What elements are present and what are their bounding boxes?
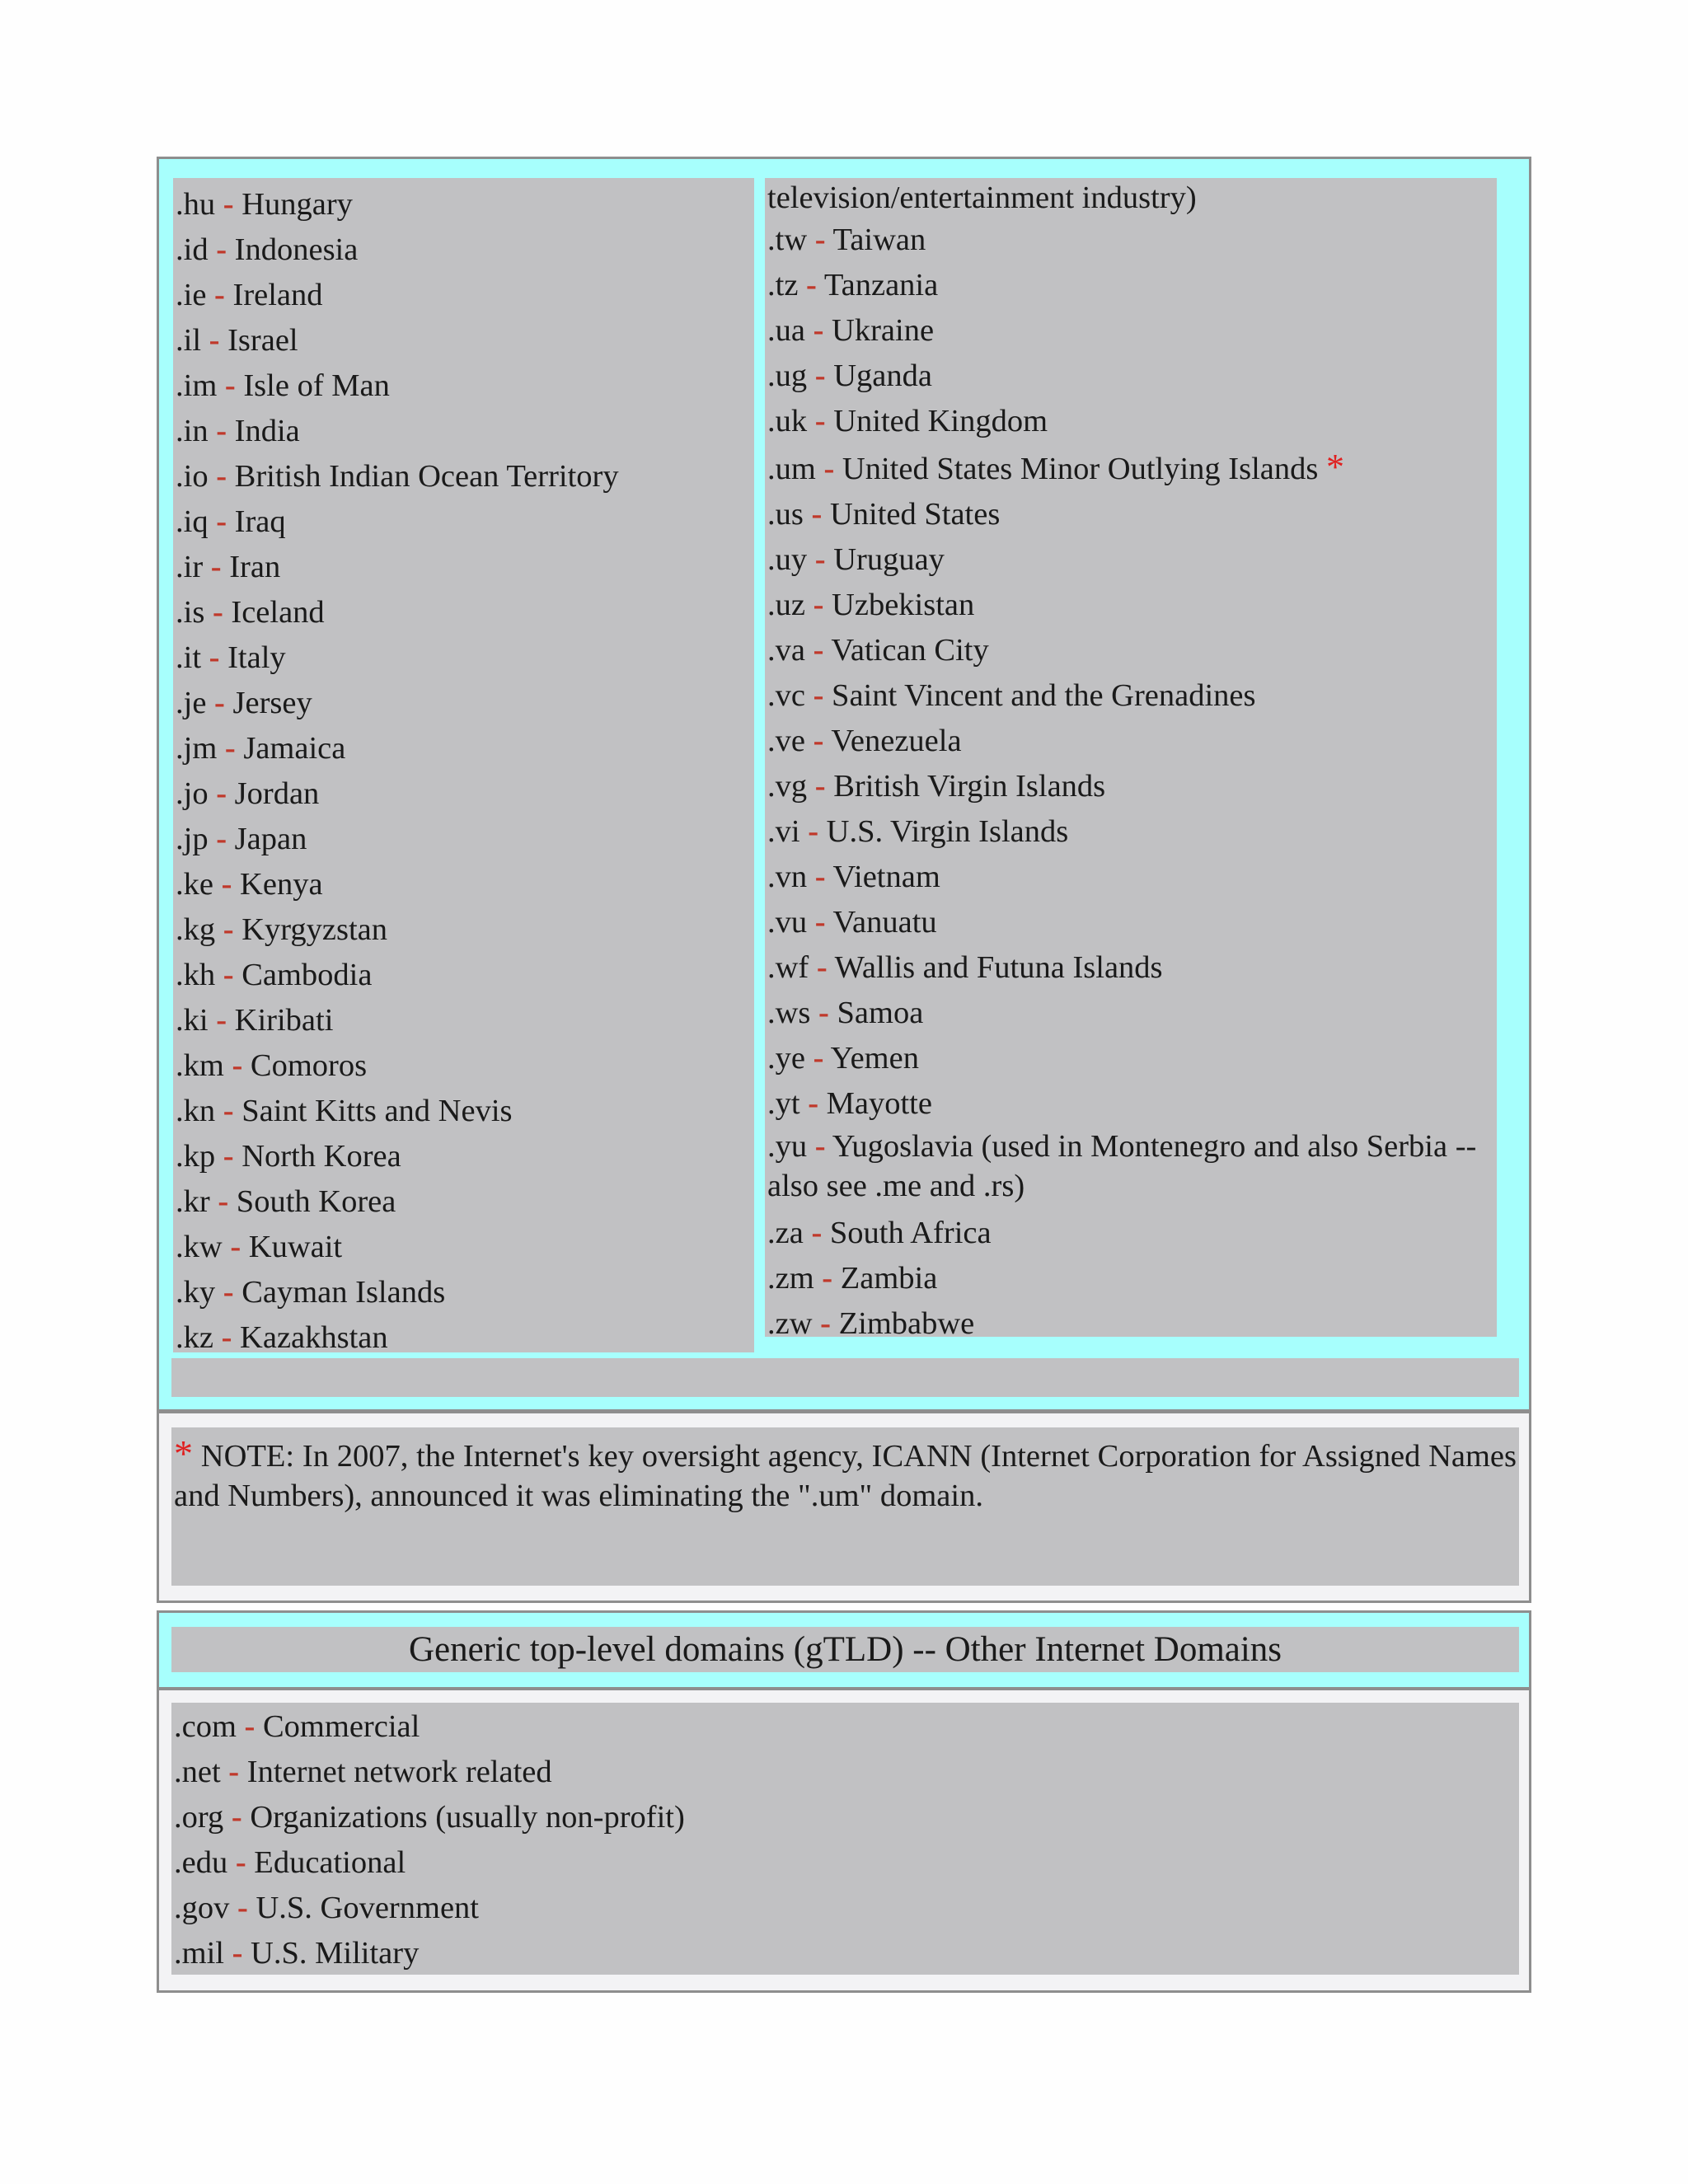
cctld-left-column — [173, 178, 754, 1355]
domain-code: .ky — [176, 1275, 216, 1310]
separator-dash: - — [218, 1184, 229, 1219]
separator-dash: - — [814, 769, 826, 804]
list-item — [173, 1179, 754, 1225]
domain-name: United States Minor Outlying Islands — [842, 452, 1319, 486]
note-text — [174, 1434, 1517, 1516]
domain-code: .kh — [176, 958, 216, 992]
list-item — [173, 1315, 754, 1361]
separator-dash: - — [228, 1755, 240, 1789]
list-item — [173, 363, 754, 409]
domain-code: .jm — [176, 731, 218, 766]
gtld-list-section — [157, 1688, 1531, 1993]
separator-dash: - — [808, 1086, 819, 1121]
domain-code: .yu — [767, 1129, 808, 1164]
list-item — [171, 1931, 1519, 1976]
domain-name: Zambia — [840, 1261, 938, 1296]
separator-dash: - — [210, 550, 222, 584]
domain-name: Uganda — [833, 359, 932, 393]
separator-dash: - — [216, 1003, 227, 1038]
domain-name: Comoros — [250, 1048, 368, 1083]
domain-code: .ki — [176, 1003, 209, 1038]
list-item — [765, 855, 1497, 900]
separator-dash: - — [822, 1261, 833, 1296]
separator-dash: - — [814, 404, 826, 438]
domain-name: Vietnam — [832, 860, 940, 894]
domain-code: .za — [767, 1216, 804, 1250]
domain-name: Jamaica — [243, 731, 346, 766]
domain-name: United States — [829, 497, 1001, 532]
domain-code: .jo — [176, 776, 209, 811]
domain-name: Japan — [234, 822, 307, 856]
domain-name: Kuwait — [248, 1230, 343, 1264]
separator-dash: - — [811, 1216, 823, 1250]
table-footer-row — [171, 1358, 1519, 1397]
separator-dash: - — [224, 731, 236, 766]
list-item — [765, 583, 1497, 628]
separator-dash: - — [214, 278, 225, 312]
domain-code: .uk — [767, 404, 808, 438]
domain-code: .org — [174, 1800, 224, 1835]
separator-dash: - — [814, 860, 826, 894]
domain-code: .vc — [767, 678, 805, 713]
list-item — [171, 1840, 1519, 1886]
domain-code: .ke — [176, 867, 213, 902]
list-item — [765, 764, 1497, 809]
domain-name: Vatican City — [831, 633, 989, 668]
asterisk-icon: * — [1326, 447, 1344, 487]
domain-name: Indonesia — [234, 232, 359, 267]
domain-name: Hungary — [241, 187, 353, 222]
list-item — [173, 1225, 754, 1270]
domain-code: .uz — [767, 588, 805, 622]
domain-name: United Kingdom — [833, 404, 1048, 438]
separator-dash: - — [244, 1709, 256, 1744]
domain-name: Wallis and Futuna Islands — [834, 950, 1163, 985]
domain-code: .hu — [176, 187, 216, 222]
domain-name: Saint Vincent and the Grenadines — [832, 678, 1256, 713]
list-item — [173, 953, 754, 998]
list-item — [765, 673, 1497, 719]
domain-code: .zw — [767, 1306, 813, 1341]
domain-name: Mayotte — [826, 1086, 932, 1121]
separator-dash: - — [221, 1320, 232, 1355]
continuation-text: television/entertainment industry) — [767, 180, 1197, 215]
domain-name: Iraq — [234, 504, 286, 539]
domain-name: Iceland — [231, 595, 325, 630]
separator-dash: - — [216, 504, 227, 539]
list-item — [173, 635, 754, 681]
list-item — [173, 590, 754, 635]
separator-dash: - — [223, 1139, 234, 1174]
gtld-title: Generic top-level domains (gTLD) -- Other Internet Domains — [408, 1630, 1282, 1669]
domain-name: Educational — [254, 1845, 406, 1880]
separator-dash: - — [813, 313, 824, 348]
separator-dash: - — [209, 640, 220, 675]
domain-name: Zimbabwe — [838, 1306, 975, 1341]
note-box — [171, 1427, 1519, 1586]
separator-dash: - — [808, 814, 819, 849]
domain-code: .ws — [767, 996, 811, 1030]
separator-dash: - — [216, 776, 227, 811]
list-item — [765, 354, 1497, 399]
list-item — [173, 318, 754, 363]
domain-name: U.S. Virgin Islands — [826, 814, 1069, 849]
domain-name: Jordan — [234, 776, 320, 811]
separator-dash: - — [223, 912, 234, 947]
list-item — [173, 227, 754, 273]
separator-dash: - — [814, 1129, 826, 1164]
separator-dash: - — [231, 1800, 242, 1835]
domain-code: .edu — [174, 1845, 228, 1880]
domain-code: .iq — [176, 504, 209, 539]
domain-code: .io — [176, 459, 209, 494]
separator-dash: - — [212, 595, 223, 630]
cctld-table — [157, 157, 1531, 1412]
separator-dash: - — [823, 452, 835, 486]
separator-dash: - — [230, 1230, 241, 1264]
domain-name: Italy — [227, 640, 286, 675]
list-item — [173, 998, 754, 1043]
domain-code: .uy — [767, 542, 808, 577]
domain-code: .ua — [767, 313, 805, 348]
domain-code: .ye — [767, 1041, 805, 1076]
domain-code: .ve — [767, 724, 805, 758]
domain-name: India — [234, 414, 300, 448]
list-item — [765, 218, 1497, 263]
list-item — [765, 945, 1497, 991]
domain-name: Taiwan — [832, 223, 926, 257]
domain-code: .tz — [767, 268, 799, 302]
list-item — [765, 1256, 1497, 1301]
domain-code: .ug — [767, 359, 808, 393]
separator-dash: - — [818, 996, 829, 1030]
gtld-list — [171, 1703, 1519, 1975]
domain-name: Cambodia — [241, 958, 373, 992]
gtld-title-box — [171, 1627, 1519, 1672]
domain-code: .va — [767, 633, 805, 668]
list-item — [765, 719, 1497, 764]
list-item — [173, 907, 754, 953]
domain-code: .jp — [176, 822, 209, 856]
list-item — [173, 1043, 754, 1089]
separator-dash: - — [216, 459, 227, 494]
separator-dash: - — [232, 1048, 243, 1083]
domain-name: British Virgin Islands — [833, 769, 1106, 804]
domain-code: .gov — [174, 1891, 230, 1925]
domain-code: .is — [176, 595, 205, 630]
domain-code: .je — [176, 686, 207, 720]
domain-name: Yugoslavia (used in Montenegro and also Serbia -- also see .me and .rs) — [767, 1129, 1477, 1203]
list-item — [171, 1886, 1519, 1931]
domain-code: .vg — [767, 769, 808, 804]
separator-dash: - — [237, 1891, 248, 1925]
domain-code: .com — [174, 1709, 237, 1744]
domain-name: Jersey — [232, 686, 312, 720]
domain-code: .it — [176, 640, 202, 675]
separator-dash: - — [235, 1845, 246, 1880]
domain-code: .wf — [767, 950, 809, 985]
domain-code: .in — [176, 414, 209, 448]
list-item — [171, 1750, 1519, 1795]
list-item — [765, 991, 1497, 1036]
domain-name: Ireland — [232, 278, 323, 312]
cctld-right-column — [765, 178, 1497, 1341]
domain-code: .kz — [176, 1320, 213, 1355]
list-item — [765, 444, 1497, 492]
list-item — [171, 1704, 1519, 1750]
note-body: NOTE: In 2007, the Internet's key oversight agency, ICANN (Internet Corporation for Assigned Names and Numbers), announced it was eliminating the ".um" domain. — [174, 1439, 1517, 1513]
separator-dash: - — [216, 822, 227, 856]
domain-name: Isle of Man — [243, 368, 390, 403]
list-item — [173, 182, 754, 227]
list-item — [173, 1270, 754, 1315]
domain-name: British Indian Ocean Territory — [234, 459, 619, 494]
domain-name: Tanzania — [823, 268, 939, 302]
list-item — [173, 545, 754, 590]
domain-name: Iran — [229, 550, 281, 584]
domain-name: Samoa — [837, 996, 924, 1030]
separator-dash: - — [813, 678, 824, 713]
list-item — [765, 1036, 1497, 1081]
list-item — [765, 537, 1497, 583]
domain-name: Israel — [227, 323, 298, 358]
domain-code: .kp — [176, 1139, 216, 1174]
list-item — [173, 681, 754, 726]
separator-dash: - — [814, 542, 826, 577]
domain-name: Uruguay — [833, 542, 945, 577]
separator-dash: - — [224, 368, 236, 403]
separator-dash: - — [223, 187, 234, 222]
list-item — [173, 1089, 754, 1134]
list-item — [173, 771, 754, 817]
domain-code: .um — [767, 452, 816, 486]
list-item — [765, 1127, 1497, 1211]
domain-code: .us — [767, 497, 804, 532]
domain-code: .zm — [767, 1261, 814, 1296]
separator-dash: - — [232, 1936, 243, 1971]
list-item — [765, 492, 1497, 537]
separator-dash: - — [223, 1094, 234, 1128]
separator-dash: - — [813, 633, 824, 668]
list-item — [173, 1134, 754, 1179]
domain-name: South Korea — [236, 1184, 396, 1219]
domain-name: Ukraine — [832, 313, 935, 348]
domain-name: Commercial — [263, 1709, 420, 1744]
list-item — [765, 1081, 1497, 1127]
domain-name: Organizations (usually non-profit) — [250, 1800, 685, 1835]
domain-code: .im — [176, 368, 218, 403]
domain-code: .id — [176, 232, 209, 267]
domain-code: .tw — [767, 223, 808, 257]
domain-code: .vu — [767, 905, 808, 940]
separator-dash: - — [814, 223, 826, 257]
list-item — [765, 809, 1497, 855]
separator-dash: - — [223, 958, 234, 992]
list-item — [765, 399, 1497, 444]
domain-name: Cayman Islands — [241, 1275, 446, 1310]
separator-dash: - — [813, 588, 824, 622]
domain-name: Venezuela — [831, 724, 962, 758]
separator-dash: - — [216, 232, 227, 267]
list-item — [765, 1211, 1497, 1256]
domain-name: South Africa — [829, 1216, 992, 1250]
separator-dash: - — [813, 724, 824, 758]
domain-name: Kiribati — [234, 1003, 334, 1038]
list-item — [173, 862, 754, 907]
domain-code: .net — [174, 1755, 221, 1789]
separator-dash: - — [216, 414, 227, 448]
list-item — [173, 726, 754, 771]
separator-dash: - — [820, 1306, 831, 1341]
separator-dash: - — [209, 323, 220, 358]
domain-code: .vi — [767, 814, 800, 849]
domain-code: .km — [176, 1048, 224, 1083]
separator-dash: - — [814, 359, 826, 393]
domain-name: Internet network related — [246, 1755, 552, 1789]
note-section — [157, 1411, 1531, 1603]
separator-dash: - — [811, 497, 823, 532]
domain-code: .il — [176, 323, 202, 358]
separator-dash: - — [223, 1275, 234, 1310]
list-item — [171, 1795, 1519, 1840]
list-item — [173, 499, 754, 545]
separator-dash: - — [814, 905, 826, 940]
list-item — [173, 409, 754, 454]
list-item — [173, 817, 754, 862]
separator-dash: - — [214, 686, 225, 720]
separator-dash: - — [806, 268, 817, 302]
list-item — [765, 628, 1497, 673]
gtld-header — [157, 1610, 1531, 1690]
list-item — [765, 1301, 1497, 1347]
domain-name: Kenya — [240, 867, 323, 902]
domain-name: U.S. Military — [251, 1936, 420, 1971]
domain-name: Vanuatu — [832, 905, 937, 940]
domain-code: .ir — [176, 550, 204, 584]
domain-code: .mil — [174, 1936, 224, 1971]
domain-name: U.S. Government — [256, 1891, 479, 1925]
list-item — [173, 454, 754, 499]
list-item — [765, 308, 1497, 354]
domain-name: North Korea — [241, 1139, 401, 1174]
domain-name: Yemen — [830, 1041, 919, 1076]
domain-name: Kazakhstan — [240, 1320, 388, 1355]
domain-code: .ie — [176, 278, 207, 312]
domain-name: Uzbekistan — [832, 588, 975, 622]
domain-code: .kg — [176, 912, 216, 947]
list-item — [765, 263, 1497, 308]
domain-code: .kw — [176, 1230, 223, 1264]
domain-name: Saint Kitts and Nevis — [241, 1094, 513, 1128]
asterisk-icon: * — [174, 1432, 193, 1474]
list-item — [173, 273, 754, 318]
separator-dash: - — [221, 867, 232, 902]
list-item — [765, 900, 1497, 945]
domain-code: .kr — [176, 1184, 210, 1219]
domain-name: Kyrgyzstan — [241, 912, 387, 947]
separator-dash: - — [813, 1041, 824, 1076]
domain-code: .vn — [767, 860, 808, 894]
domain-code: .kn — [176, 1094, 216, 1128]
separator-dash: - — [816, 950, 828, 985]
domain-code: .yt — [767, 1086, 800, 1121]
